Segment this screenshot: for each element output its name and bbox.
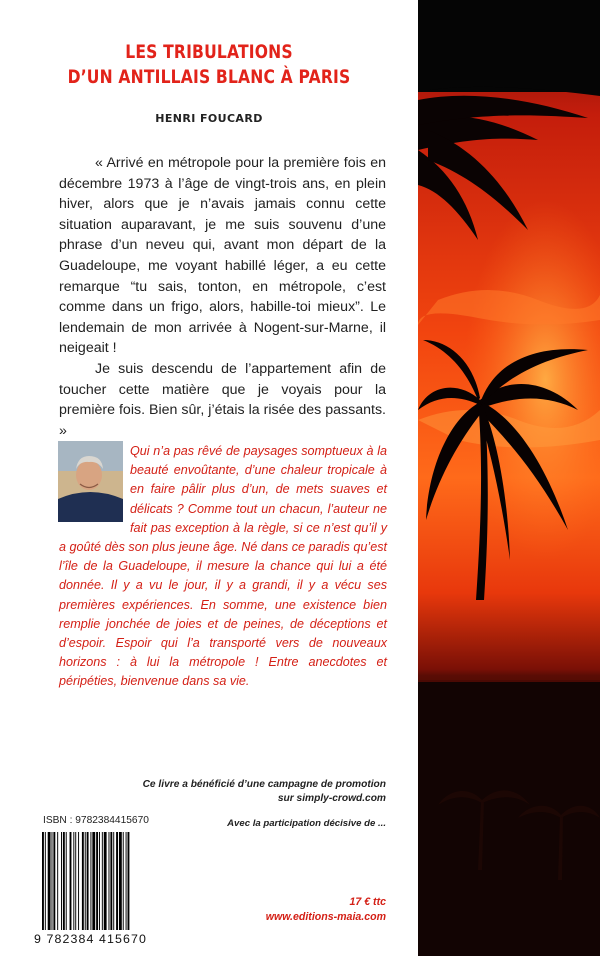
quote-paragraph-1: « Arrivé en métropole pour la première fois en décembre 1973 à l’âge de vingt-trois ans, en plein hiver, alors que je n’avais jamais connu cette situation auparavant, je me suis souvenu d’une phrase d’un neveu qui, avant mon départ de la Guadeloupe, me voyant habillé léger, a eu cette remarque “tu sais, tonton, en métropole, c’est comme dans un frigo, alors, habille-toi mieux”. Le lendemain de mon arrivée à Nogent-sur-Marne, il neigeait ! — [59, 155, 386, 357]
author-name: HENRI FOUCARD — [155, 112, 263, 125]
price: 17 € ttc — [349, 896, 386, 908]
quote-paragraph-2: Je suis descendu de l’appartement afin de toucher cette matière que je voyais pour la première fois. Bien sûr, j’étais la risée des passants. » — [59, 360, 386, 439]
partner-note: Avec la participation décisive de ... — [227, 818, 386, 829]
author-quote — [59, 153, 386, 441]
photo-spacer — [59, 442, 130, 530]
promo-line-2: sur simply-crowd.com — [277, 793, 386, 804]
isbn-label: ISBN : 9782384415670 — [43, 815, 149, 826]
bio-text: Qui n’a pas rêvé de paysages somptueux à la beauté envoûtante, d’une chaleur tropicale à en faire pâlir plus d’un, de mets suaves et délicats ? Comme tout un chacun, l’auteur ne fait pas exception à la règle, si ce n’est qu’il y a goûté dès son plus jeune âge. Né dans ce paradis qu’est l’île de la Guadeloupe, il mesure la chance qui lui a été donnée. Il y a vu le jour, il y a grandi, il y a vécu ses premières expériences. En somme, une existence bien remplie jonchée de joies et de peines, de déceptions et d’espoir. Espoir qui l’a transporté vers de nouveaux horizons : à lui la métropole ! Entre anecdotes et péripéties, bienvenue dans sa vie. — [59, 444, 387, 689]
book-title — [38, 40, 381, 90]
barcode-digits: 9 782384 415670 — [34, 932, 147, 946]
isbn-barcode — [42, 832, 156, 930]
book-title-line1: LES TRIBULATIONS — [125, 41, 293, 63]
sunset-palm-photo — [418, 0, 600, 956]
author-biography — [59, 442, 387, 692]
publisher-website: www.editions-maia.com — [265, 911, 386, 923]
promotion-note — [143, 778, 386, 806]
book-title-line2: D’UN ANTILLAIS BLANC À PARIS — [67, 66, 351, 88]
promo-line-1: Ce livre a bénéficié d’une campagne de promotion — [142, 779, 386, 790]
